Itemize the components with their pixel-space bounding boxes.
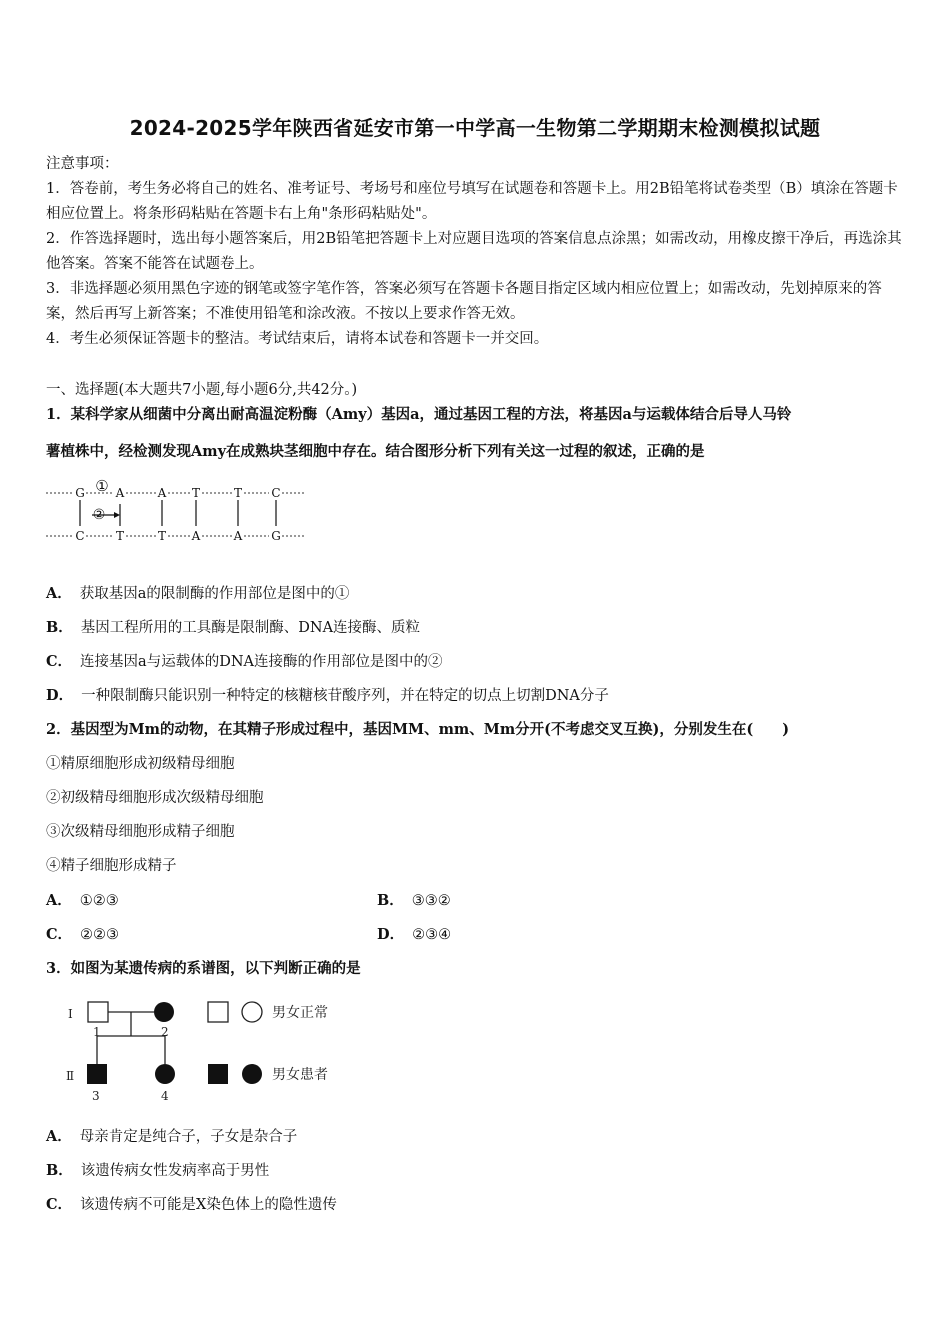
option-text: ②②③ (80, 927, 120, 943)
page-title: 2024-2025学年陕西省延安市第一中学高一生物第二学期期末检测模拟试题 (129, 116, 821, 140)
dna-top-base: C (271, 486, 281, 500)
dna-bottom-base: A (191, 529, 201, 543)
option-text: ③③② (411, 893, 451, 909)
q3-option-a[interactable] (46, 1125, 297, 1146)
q3-option-b[interactable] (46, 1159, 269, 1180)
legend-affected: 男女患者 (272, 1067, 328, 1083)
q2-item: ①精原细胞形成初级精母细胞 (46, 756, 235, 772)
q2-option-b[interactable] (377, 889, 451, 910)
pedigree-number: 1 (93, 1025, 101, 1039)
q1-option-a[interactable] (46, 582, 349, 603)
dna-mark-2: ② (92, 507, 106, 523)
pedigree-number: 4 (161, 1089, 169, 1103)
pedigree-number: 2 (161, 1025, 169, 1039)
notice-block (46, 152, 908, 352)
option-label: B． (46, 1162, 73, 1179)
q2-option-d[interactable] (377, 923, 451, 944)
q1-option-c[interactable] (46, 650, 442, 671)
dna-top-base: A (157, 486, 167, 500)
notice-item: 3．非选择题必须用黑色字迹的钢笔或签字笔作答，答案必须写在答题卡各题目指定区域内相应位置上；如需改动，先划掉原来的答案，然后再写上新答案；不准使用铅笔和涂改液。不按以上要求作答无效。 (46, 281, 882, 322)
option-text: 一种限制酶只能识别一种特定的核糖核苷酸序列，并在特定的切点上切割DNA分子 (81, 688, 609, 704)
q1-option-d[interactable] (46, 684, 609, 705)
legend-normal: 男女正常 (272, 1005, 328, 1021)
dna-top-base: T (191, 486, 201, 500)
option-label: C． (46, 1196, 73, 1213)
pedigree-number: 3 (92, 1089, 100, 1103)
notice-item: 1．答卷前，考生务必将自己的姓名、准考证号、考场号和座位号填写在试题卷和答题卡上。用2B铅笔将试卷类型（B）填涂在答题卡相应位置上。将条形码粘贴在答题卡右上角"条形码粘贴处"。 (46, 181, 898, 222)
q2-item: ②初级精母细胞形成次级精母细胞 (46, 790, 264, 806)
option-label: C． (46, 653, 73, 670)
option-label: B． (377, 892, 404, 909)
option-text: 连接基因a与运载体的DNA连接酶的作用部位是图中的② (80, 654, 443, 670)
pedigree-gen-label: Ⅰ (68, 1007, 73, 1021)
pedigree-gen-label: Ⅱ (66, 1069, 75, 1083)
q3-stem: 3．如图为某遗传病的系谱图，以下判断正确的是 (46, 960, 361, 977)
option-label: A． (46, 1128, 72, 1145)
dna-top-base: A (115, 486, 125, 500)
dna-bottom-base: C (75, 529, 85, 543)
option-text: 获取基因a的限制酶的作用部位是图中的① (79, 586, 350, 602)
option-text: ①②③ (79, 893, 119, 909)
pedigree-chart (60, 994, 360, 1106)
option-label: C． (46, 926, 73, 943)
option-label: B． (46, 619, 73, 636)
option-label: A． (46, 892, 72, 909)
option-label: D． (46, 687, 74, 704)
q1-option-b[interactable] (46, 616, 420, 637)
dna-mark-1: ① (95, 477, 109, 495)
q2-option-a[interactable] (46, 889, 119, 910)
option-text: 基因工程所用的工具酶是限制酶、DNA连接酶、质粒 (80, 620, 421, 636)
option-text: 该遗传病不可能是X染色体上的隐性遗传 (80, 1197, 337, 1213)
option-text: 该遗传病女性发病率高于男性 (80, 1163, 270, 1179)
dna-top-base: T (233, 486, 243, 500)
option-text: ②③④ (412, 927, 452, 943)
option-label: A． (46, 585, 72, 602)
option-text: 母亲肯定是纯合子，子女是杂合子 (79, 1129, 298, 1145)
q2-item: ④精子细胞形成精子 (46, 858, 177, 874)
q3-option-c[interactable] (46, 1193, 337, 1214)
dna-bottom-base: T (157, 529, 167, 543)
dna-top-base: G (75, 486, 85, 500)
dna-diagram (44, 474, 314, 550)
option-label: D． (377, 926, 405, 943)
notice-heading: 注意事项： (46, 156, 119, 172)
notice-item: 2．作答选择题时，选出每小题答案后，用2B铅笔把答题卡上对应题目选项的答案信息点涂黑；如需改动，用橡皮擦干净后，再选涂其他答案。答案不能答在试题卷上。 (46, 231, 902, 272)
dna-bottom-base: T (115, 529, 125, 543)
dna-bottom-base: A (233, 529, 243, 543)
q2-stem: 2．基因型为Mm的动物，在其精子形成过程中，基因MM、mm、Mm分开(不考虑交叉互换)，分别发生在( ) (46, 721, 790, 738)
q1-stem-line2: 薯植株中，经检测发现Amy在成熟块茎细胞中存在。结合图形分析下列有关这一过程的叙述，正确的是 (46, 443, 705, 460)
q2-item: ③次级精母细胞形成精子细胞 (46, 824, 235, 840)
notice-item: 4．考生必须保证答题卡的整洁。考试结束后，请将本试卷和答题卡一并交回。 (46, 331, 549, 347)
q1-stem-line1: 1．某科学家从细菌中分离出耐高温淀粉酶（Amy）基因a，通过基因工程的方法，将基因a与运载体结合后导人马铃 (46, 406, 792, 423)
dna-bottom-base: G (271, 529, 281, 543)
section-heading: 一、选择题(本大题共7小题,每小题6分,共42分。) (46, 382, 358, 398)
q2-option-c[interactable] (46, 923, 119, 944)
